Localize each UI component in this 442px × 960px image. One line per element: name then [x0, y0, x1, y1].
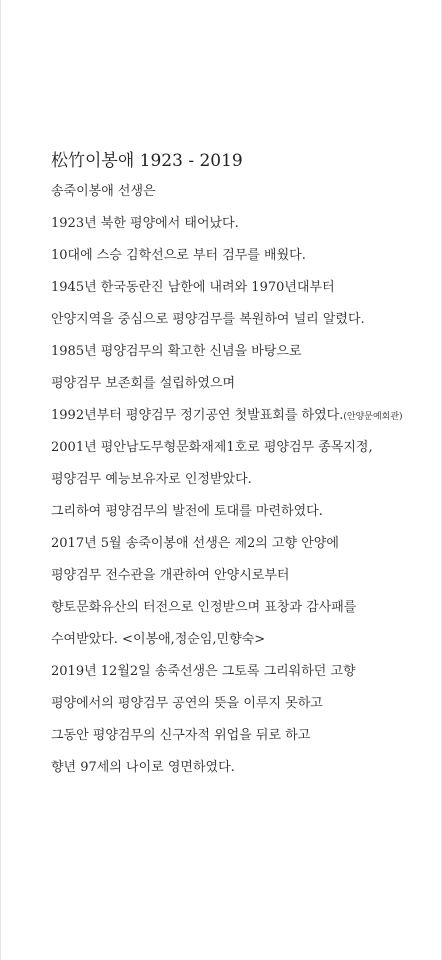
text-line: 평양검무 보존회를 설립하였으며 [51, 376, 236, 391]
text-line: 평양검무 전수관을 개관하여 안양시로부터 [51, 568, 290, 583]
text-line: 1992년부터 평양검무 정기공연 첫발표회를 하였다. [51, 408, 344, 423]
text-line: 2001년 평안남도무형문화재제1호로 평양검무 종목지정, [51, 440, 373, 455]
text-line: 10대에 스승 김학선으로 부터 검무를 배웠다. [51, 248, 306, 263]
text-line: 송죽이봉애 선생은 [51, 184, 156, 199]
text-line: 향년 97세의 나이로 영면하였다. [51, 760, 235, 775]
document-title: 松竹이봉애 1923 - 2019 [51, 151, 243, 171]
text-line: 평양검무 예능보유자로 인정받았다. [51, 472, 252, 487]
text-line: 2017년 5월 송죽이봉애 선생은 제2의 고향 안양에 [51, 536, 339, 551]
text-line-with-note [51, 404, 431, 436]
text-line: 그리하여 평양검무의 발전에 토대를 마련하였다. [51, 504, 323, 519]
venue-note: (안양문예회관) [343, 412, 403, 422]
text-line: 1985년 평양검무의 확고한 신념을 바탕으로 [51, 344, 302, 359]
text-line: 평양에서의 평양검무 공연의 뜻을 이루지 못하고 [51, 696, 323, 711]
text-line: 안양지역을 중심으로 평양검무를 복원하여 널리 알렸다. [51, 312, 365, 327]
text-line: 1945년 한국동란진 남한에 내려와 1970년대부터 [51, 280, 335, 295]
text-line: 그동안 평양검무의 신구자적 위업을 뒤로 하고 [51, 728, 311, 743]
text-line: 2019년 12월2일 송죽선생은 그토록 그리워하던 고향 [51, 664, 356, 679]
text-line: 수여받았다. <이봉애,정순임,민향숙> [51, 632, 266, 647]
text-line: 향토문화유산의 터전으로 인정받으며 표창과 감사패를 [51, 600, 357, 615]
biography-text [51, 180, 431, 788]
text-line: 1923년 북한 평양에서 태어났다. [51, 216, 239, 231]
